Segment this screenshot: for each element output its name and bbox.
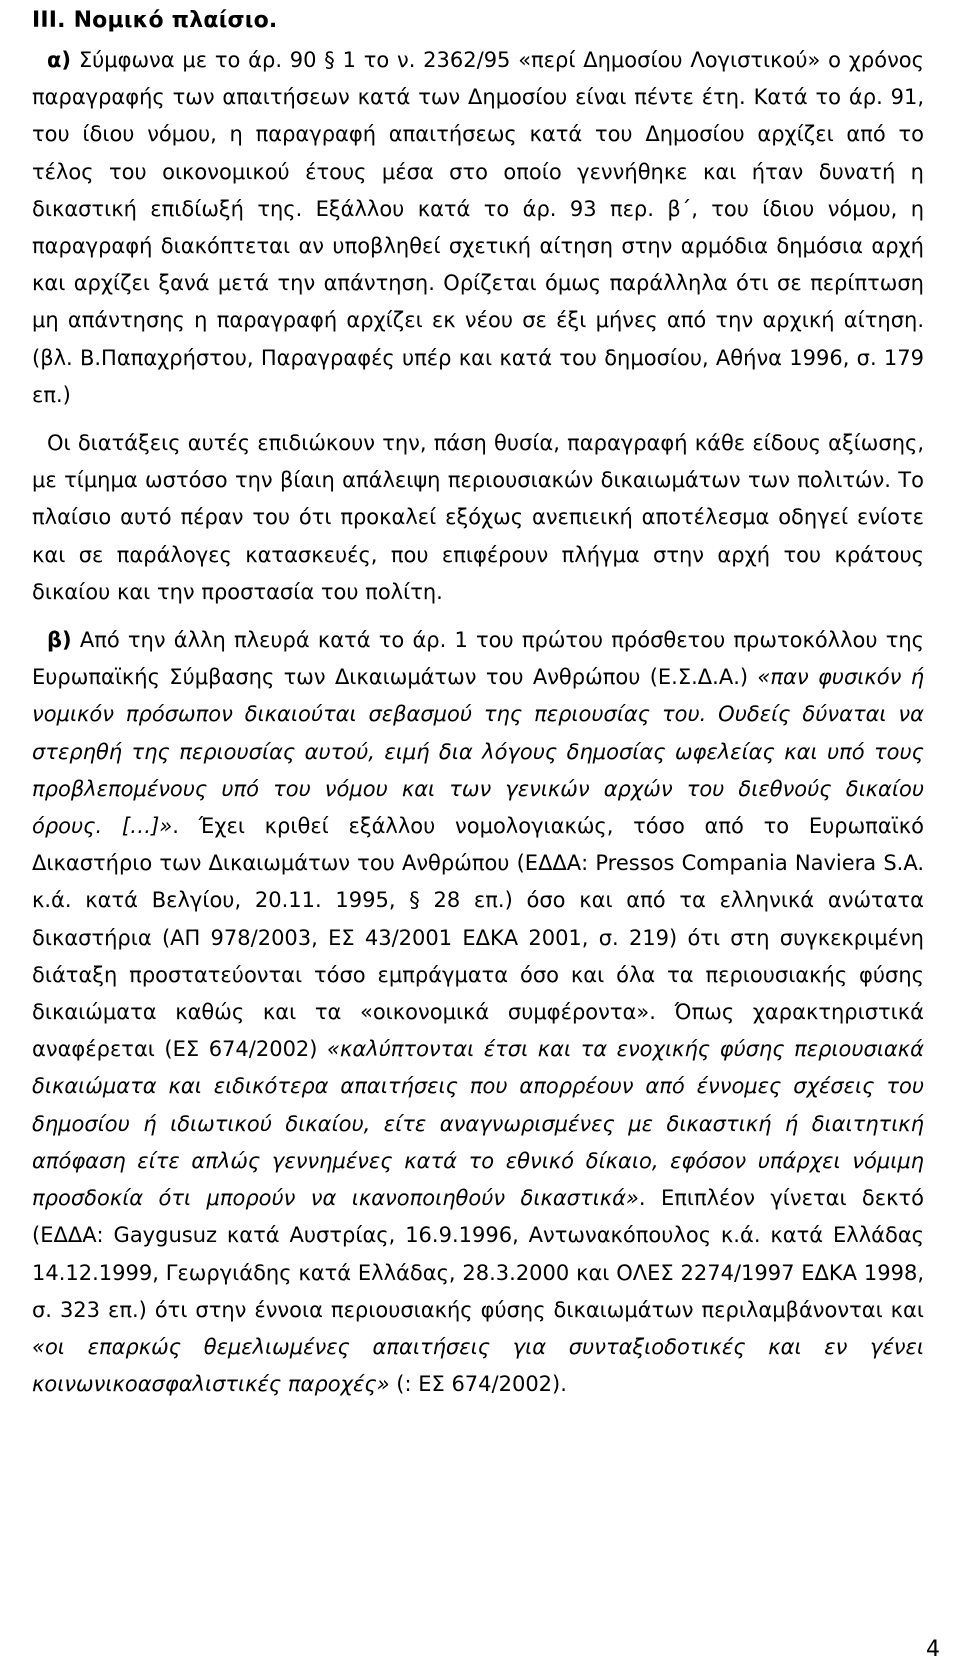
paragraph-b-text-3: . Επιπλέον γίνεται δεκτό (ΕΔΔΑ: Gaygusuz κατά Αυστρίας, 16.9.1996, Αντωνακόπουλος κ.ά. κατά Ελλάδας 14.12.1999, Γεωργιάδης κατά Ελλάδας, 28.3.2000 και ΟΛΕΣ 2274/1997 ΕΔΚΑ 1998, σ. 323 επ.) ότι στην έννοια περιουσιακής φύσης δικαιωμάτων περιλαμβάνονται και [32,1186,924,1322]
paragraph-b-text-4: (: ΕΣ 674/2002). [389,1372,567,1397]
court-ruling-quote: «καλύπτονται έτσι και τα ενοχικής φύσης περιουσιακά δικαιώματα και ειδικότερα απαιτήσεις που απορρέουν από έννομες σχέσεις του δημοσίου ή ιδιωτικού δικαίου, είτε αναγνωρισμένες με δικαστική ή διαιτητική απόφαση είτε απλώς γεννημένες κατά το εθνικό δίκαιο, εφόσον υπάρχει νόμιμη προσδοκία ότι μπορούν να ικανοποιηθούν δικαστικά» [32,1037,924,1211]
document-page [32,0,924,1403]
section-heading: ΙΙΙ. Νομικό πλαίσιο. [32,8,278,33]
paragraph-commentary: Οι διατάξεις αυτές επιδιώκουν την, πάση θυσία, παραγραφή κάθε είδους αξίωσης, με τίμημα ωστόσο την βίαιη απάλειψη περιουσιακών δικαιωμάτων των πολιτών. Το πλαίσιο αυτό πέραν του ότι προκαλεί εξόχως ανεπιεική αποτέλεσμα οδηγεί ενίοτε και σε παράλογες κατασκευές, που επιφέρουν πλήγμα στην αρχή του κράτους δικαίου και την προστασία του πολίτη. [32,431,924,604]
echr-protocol-quote: «παν φυσικόν ή νομικόν πρόσωπον δικαιούται σεβασμού της περιουσίας του. Ουδείς δύναται να στερηθή της περιουσίας αυτού, ειμή δια λόγους δημοσίας ωφελείας και υπό τους προβλεπομένους υπό του νόμου και των γενικών αρχών του διεθνούς δικαίου όρους. […]» [32,665,924,839]
paragraph-a-label: α) [47,48,72,72]
pension-claims-quote: «οι επαρκώς θεμελιωμένες απαιτήσεις για συνταξιοδοτικές και εν γένει κοινωνικοασφαλιστικές παροχές» [32,1334,924,1397]
page-number: 4 [926,1637,940,1662]
paragraph-b-text-1: Από την άλλη πλευρά κατά το άρ. 1 του πρώτου πρόσθετου πρωτοκόλλου της Ευρωπαϊκής Σύμβασης των Δικαιωμάτων του Ανθρώπου (Ε.Σ.Δ.Α.) [32,628,924,690]
paragraph-b-label: β) [47,628,72,653]
paragraph-a [32,42,924,414]
paragraph-b [32,622,924,1403]
paragraph-b-text-2: . Έχει κριθεί εξάλλου νομολογιακώς, τόσο από το Ευρωπαϊκό Δικαστήριο των Δικαιωμάτων του Ανθρώπου (ΕΔΔΑ: Pressos Compania Naviera S.A. κ.ά. κατά Βελγίου, 20.11. 1995, § 28 επ.) όσο και από τα ελληνικά ανώτατα δικαστήρια (ΑΠ 978/2003, ΕΣ 43/2001 ΕΔΚΑ 2001, σ. 219) ότι στη συγκεκριμένη διάταξη προστατεύονται τόσο εμπράγματα όσο και όλα τα περιουσιακής φύσης δικαιώματα καθώς και τα «οικονομικά συμφέροντα». Όπως χαρακτηριστικά αναφέρεται (ΕΣ 674/2002) [32,814,924,1062]
paragraph-a-text: Σύμφωνα με το άρ. 90 § 1 το ν. 2362/95 «περί Δημοσίου Λογιστικού» ο χρόνος παραγραφής των απαιτήσεων κατά των Δημοσίου είναι πέντε έτη. Κατά το άρ. 91, του ίδιου νόμου, η παραγραφή απαιτήσεως κατά του Δημοσίου αρχίζει από το τέλος του οικονομικού έτους μέσα στο οποίο γεννήθηκε και ήταν δυνατή η δικαστική επιδίωξή της. Εξάλλου κατά το άρ. 93 περ. β΄, του ίδιου νόμου, η παραγραφή διακόπτεται αν υποβληθεί σχετική αίτηση στην αρμόδια δημόσια αρχή και αρχίζει ξανά μετά την απάντηση. Ορίζεται όμως παράλληλα ότι σε περίπτωση μη απάντησης η παραγραφή αρχίζει εκ νέου σε έξι μήνες από την αρχική αίτηση. (βλ. Β.Παπαχρήστου, Παραγραφές υπέρ και κατά του δημοσίου, Αθήνα 1996, σ. 179 επ.) [32,48,924,407]
